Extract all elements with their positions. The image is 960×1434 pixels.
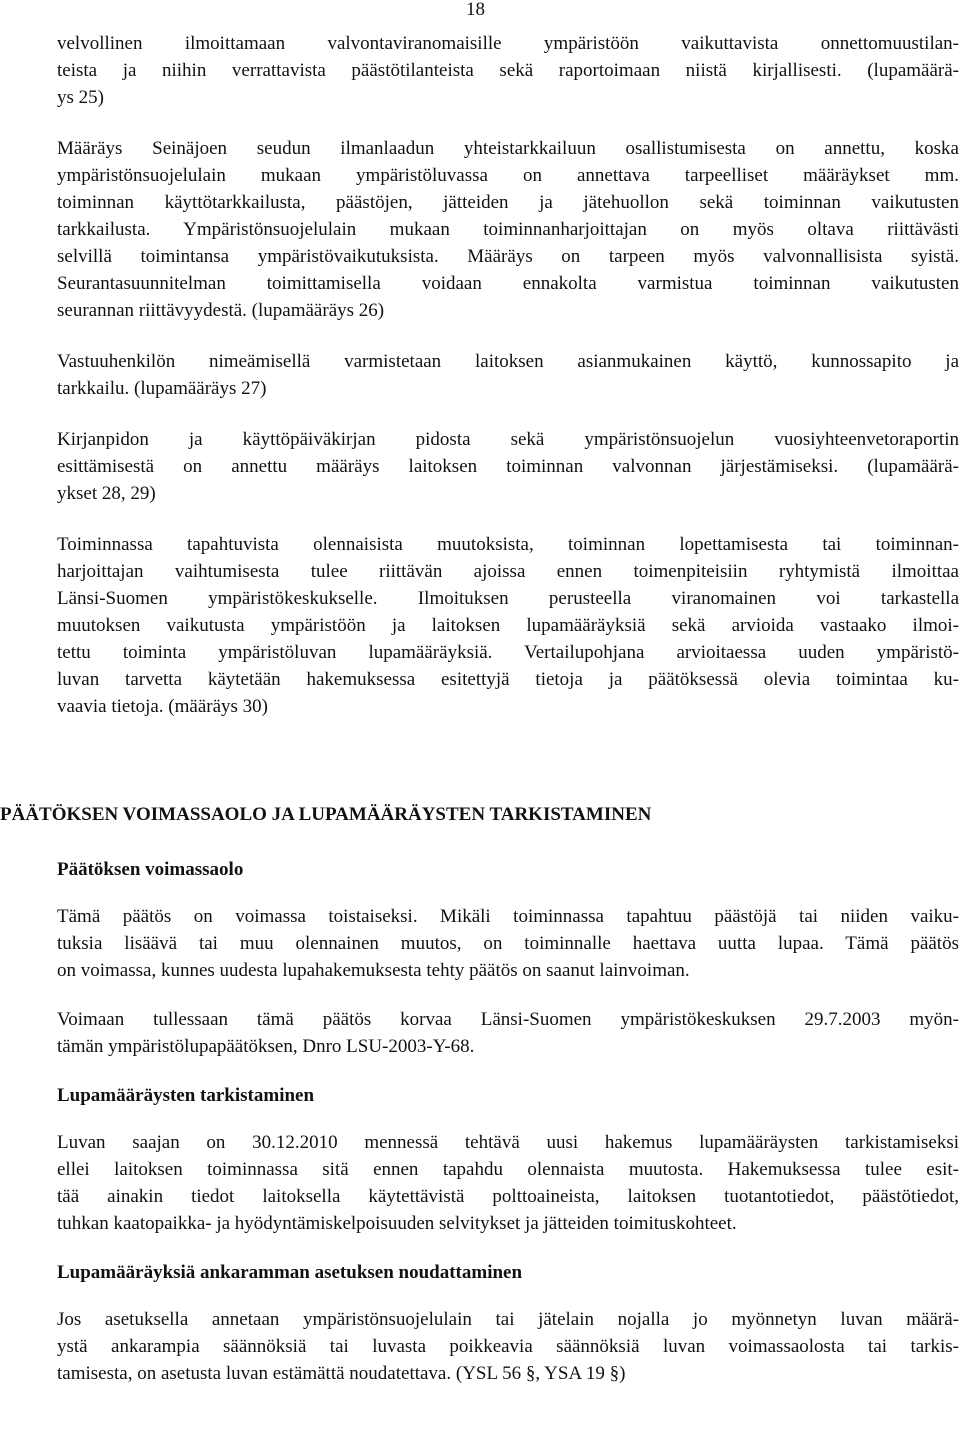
text-line: Seurantasuunnitelman toimittamisella voidaan ennakolta varmistua toiminnan vaikutusten	[57, 273, 959, 294]
paragraph-validity	[57, 903, 959, 984]
document-body-top	[57, 30, 959, 744]
text-line: tämän ympäristölupapäätöksen, Dnro LSU-2003-Y-68.	[57, 1036, 475, 1057]
paragraph-reporting	[57, 30, 959, 111]
text-line: tarkkailu. (lupamääräys 27)	[57, 378, 267, 399]
text-line: tää ainakin tiedot laitoksella käytettävistä polttoaineista, laitoksen tuotantotiedot, päästötiedot,	[57, 1186, 959, 1207]
text-line: tuksia lisäävä tai muu olennainen muutos, on toiminnalle haettava uutta lupaa. Tämä päätös	[57, 933, 959, 954]
text-line: teista ja niihin verrattavista päästötilanteista sekä raportoimaan niistä kirjallisesti. (lupamäärä-	[57, 60, 959, 81]
text-line: tettu toiminta ympäristöluvan lupamääräyksiä. Vertailupohjana arvioitaessa uuden ympäristö-	[57, 642, 959, 663]
section-heading: PÄÄTÖKSEN VOIMASSAOLO JA LUPAMÄÄRÄYSTEN TARKISTAMINEN	[0, 804, 652, 825]
text-line: Vastuuhenkilön nimeämisellä varmistetaan laitoksen asianmukainen käyttö, kunnossapito ja	[57, 351, 959, 372]
paragraph-responsible-person	[57, 348, 959, 402]
text-line: ympäristönsuojelulain mukaan ympäristöluvassa on annettava tarpeelliset määräykset mm.	[57, 165, 959, 186]
text-line: tarkkailusta. Ympäristönsuojelulain mukaan toiminnanharjoittajan on myös oltava riittävästi	[57, 219, 959, 240]
text-line: Määräys Seinäjoen seudun ilmanlaadun yhteistarkkailuun osallistumisesta on annettu, koska	[57, 138, 959, 159]
text-line: Toiminnassa tapahtuvista olennaisista muutoksista, toiminnan lopettamisesta tai toiminnan-	[57, 534, 959, 555]
text-line: Luvan saajan on 30.12.2010 mennessä tehtävä uusi hakemus lupamääräysten tarkistamiseksi	[57, 1132, 959, 1153]
paragraph-air-quality	[57, 135, 959, 324]
text-line: muutoksen vaikutusta ympäristöön ja laitoksen lupamääräyksiä sekä arvioida vastaako ilmoi-	[57, 615, 959, 636]
text-line: seurannan riittävyydestä. (lupamääräys 26)	[57, 300, 385, 321]
text-line: ystä ankarampia säännöksiä tai luvasta poikkeavia säännöksiä luvan voimassaolosta tai tarkis-	[57, 1336, 959, 1357]
document-body-bottom	[57, 856, 959, 1409]
subheading-stricter-decree: Lupamääräyksiä ankaramman asetuksen noudattaminen	[57, 1262, 523, 1283]
text-line: Voimaan tullessaan tämä päätös korvaa Länsi-Suomen ympäristökeskuksen 29.7.2003 myön-	[57, 1009, 959, 1030]
text-line: ellei laitoksen toiminnassa sitä ennen tapahdu olennaista muutosta. Hakemuksessa tulee esit-	[57, 1159, 959, 1180]
page-number: 18	[466, 0, 485, 20]
text-line: tamisesta, on asetusta luvan estämättä noudatettava. (YSL 56 §, YSA 19 §)	[57, 1363, 626, 1384]
text-line: esittämisestä on annettu määräys laitoksen toiminnan valvonnan järjestämiseksi. (lupamäärä-	[57, 456, 959, 477]
paragraph-bookkeeping	[57, 426, 959, 507]
text-line: velvollinen ilmoittamaan valvontaviranomaisille ympäristöön vaikuttavista onnettomuustilan-	[57, 33, 959, 54]
text-line: Tämä päätös on voimassa toistaiseksi. Mikäli toiminnassa tapahtuu päästöjä tai niiden vaiku-	[57, 906, 959, 927]
text-line: Länsi-Suomen ympäristökeskukselle. Ilmoituksen perusteella viranomainen voi tarkastella	[57, 588, 959, 609]
text-line: luvan tarvetta käytetään hakemuksessa esitettyjä tietoja ja päätöksessä olevia toimintaa ku-	[57, 669, 959, 690]
text-line: toiminnan käyttötarkkailusta, päästöjen, jätteiden ja jätehuollon sekä toiminnan vaikutusten	[57, 192, 959, 213]
text-line: on voimassa, kunnes uudesta lupahakemuksesta tehty päätös on saanut lainvoiman.	[57, 960, 690, 981]
text-line: ys 25)	[57, 87, 104, 108]
text-line: tuhkan kaatopaikka- ja hyödyntämiskelpoisuuden selvitykset ja jätteiden toimituskohteet.	[57, 1213, 737, 1234]
text-line: harjoittajan vaihtumisesta tulee riittävän ajoissa ennen toimenpiteisiin ryhtymistä ilmoittaa	[57, 561, 959, 582]
text-line: Jos asetuksella annetaan ympäristönsuojelulain tai jätelain nojalla jo myönnetyn luvan määrä-	[57, 1309, 959, 1330]
subheading-validity: Päätöksen voimassaolo	[57, 859, 244, 880]
paragraph-changes	[57, 531, 959, 720]
text-line: Kirjanpidon ja käyttöpäiväkirjan pidosta sekä ympäristönsuojelun vuosiyhteenvetoraportin	[57, 429, 959, 450]
paragraph-stricter-decree	[57, 1306, 959, 1387]
text-line: vaavia tietoja. (määräys 30)	[57, 696, 269, 717]
subheading-review: Lupamääräysten tarkistaminen	[57, 1085, 315, 1106]
text-line: selvillä toimintansa ympäristövaikutuksista. Määräys on tarpeen myös valvonnallisista syistä.	[57, 246, 959, 267]
paragraph-replaces	[57, 1006, 959, 1060]
text-line: ykset 28, 29)	[57, 483, 156, 504]
paragraph-review	[57, 1129, 959, 1237]
